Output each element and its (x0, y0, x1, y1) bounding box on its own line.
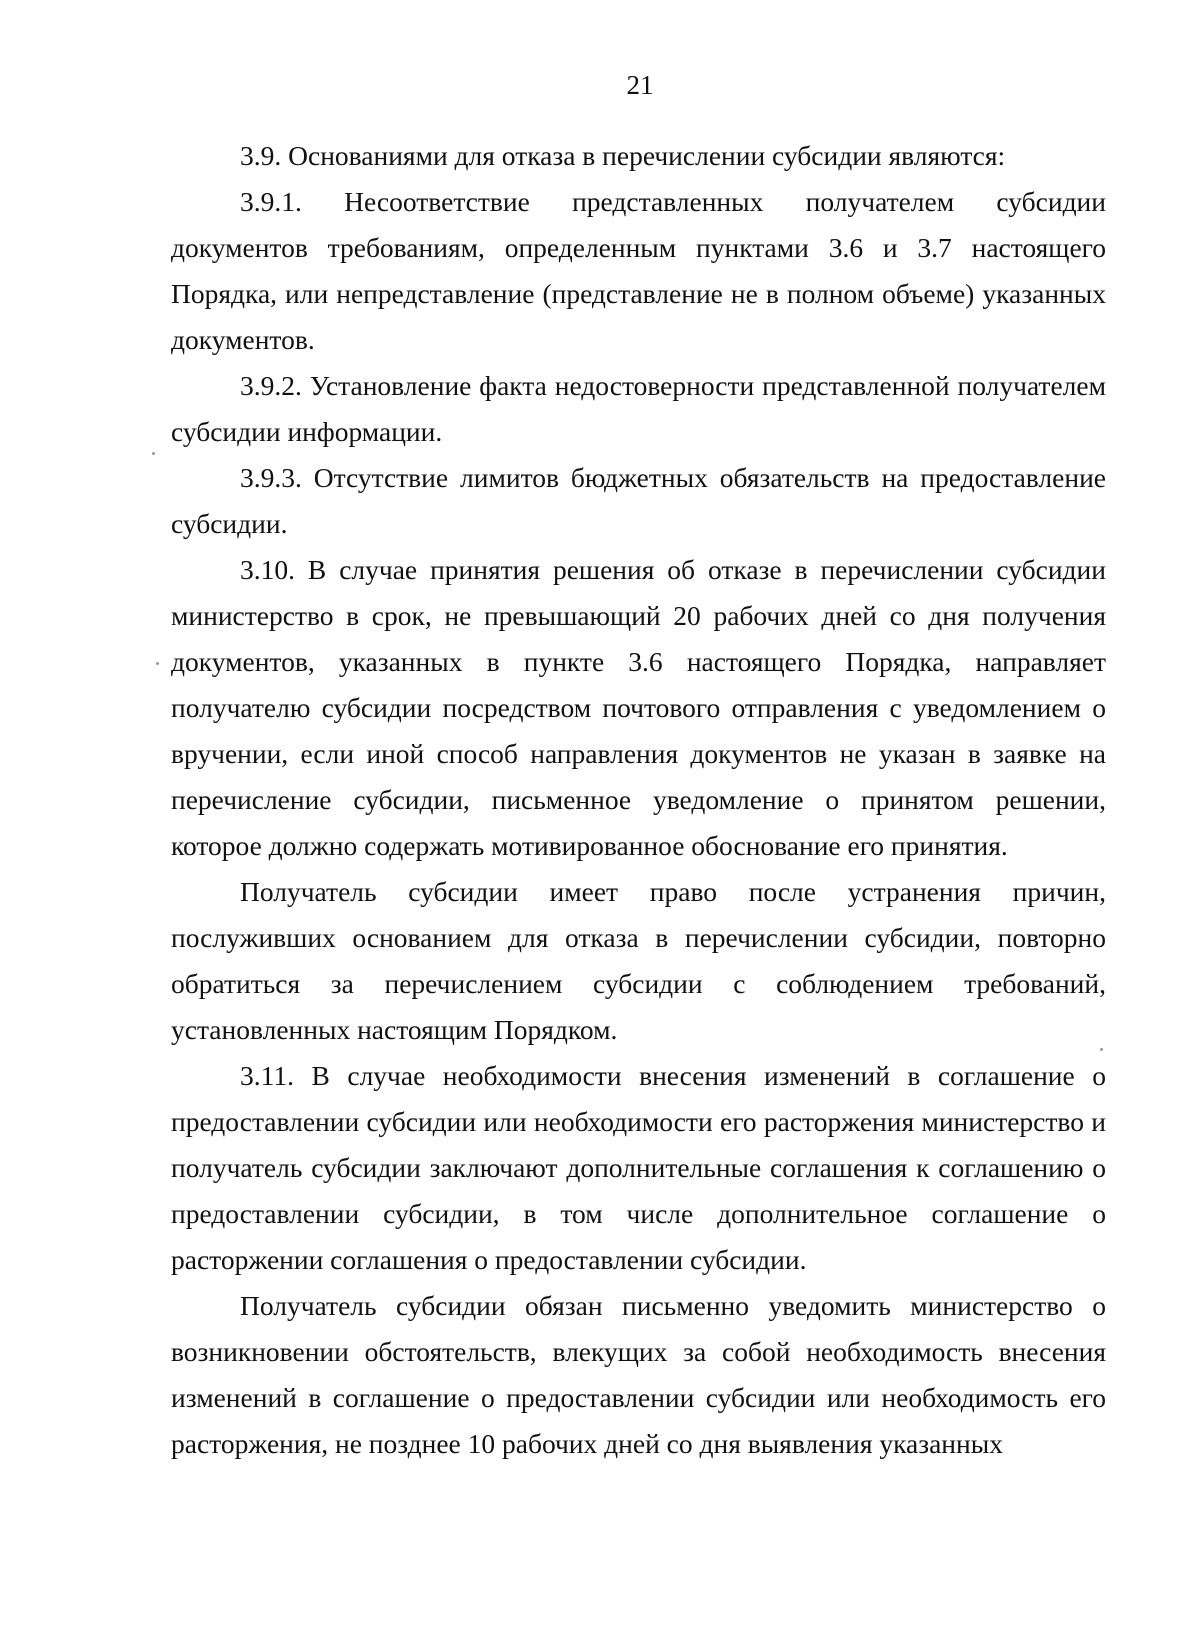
document-body (171, 133, 1106, 1467)
paragraph-3-9: 3.9. Основаниями для отказа в перечислении субсидии являются: (240, 140, 1006, 171)
scan-speck (1100, 1048, 1103, 1051)
page-number: 21 (626, 70, 654, 100)
scan-speck (156, 662, 159, 665)
paragraph-3-9-2: 3.9.2. Установление факта недостоверности представленной получателем субсидии информации. (171, 370, 1106, 447)
paragraph-3-11: 3.11. В случае необходимости внесения изменений в соглашение о предоставлении субсидии или необходимости его расторжения министерство и получатель субсидии заключают дополнительные соглашения к соглашению о предоставлении субсидии, в том числе дополнительное соглашение о расторжении соглашения о предоставлении субсидии. (171, 1060, 1106, 1275)
paragraph-3-9-1: 3.9.1. Несоответствие представленных получателем субсидии документов требованиям, определенным пунктами 3.6 и 3.7 настоящего Порядка, или непредставление (представление не в полном объеме) указанных документов. (171, 186, 1106, 355)
paragraph-3-9-3: 3.9.3. Отсутствие лимитов бюджетных обязательств на предоставление субсидии. (171, 462, 1106, 539)
paragraph-recipient-obligation: Получатель субсидии обязан письменно уведомить министерство о возникновении обстоятельств, влекущих за собой необходимость внесения изменений в соглашение о предоставлении субсидии или необходимость его расторжения, не позднее 10 рабочих дней со дня выявления указанных (171, 1290, 1106, 1459)
scan-speck (152, 452, 155, 455)
paragraph-recipient-right: Получатель субсидии имеет право после устранения причин, послуживших основанием для отказа в перечислении субсидии, повторно обратиться за перечислением субсидии с соблюдением требований, установленных настоящим Порядком. (171, 876, 1106, 1045)
paragraph-3-10: 3.10. В случае принятия решения об отказе в перечислении субсидии министерство в срок, не превышающий 20 рабочих дней со дня получения документов, указанных в пункте 3.6 настоящего Порядка, направляет получателю субсидии посредством почтового отправления с уведомлением о вручении, если иной способ направления документов не указан в заявке на перечисление субсидии, письменное уведомление о принятом решении, которое должно содержать мотивированное обоснование его принятия. (171, 554, 1106, 861)
